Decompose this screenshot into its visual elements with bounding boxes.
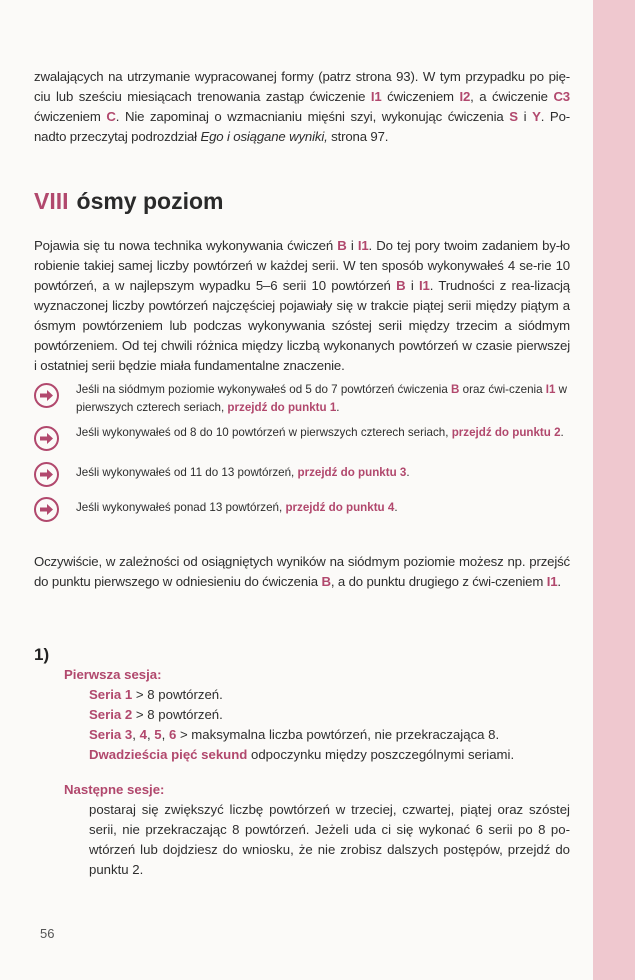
intro-paragraph: zwalających na utrzymanie wypracowanej formy (patrz strona 93). W tym przypadku po pię-ciu lub sześciu miesiącach trenowania zastąp ćwiczenie I1 ćwiczeniem I2, a ćwiczenie C3 ćwiczeniem C. Nie zapominaj o wzmacnianiu mięśni szyi, wykonując ćwiczenia S i Y. Po-nadto przeczytaj podrozdział Ego i osiągane wyniki, strona 97.	[34, 69, 570, 144]
side-color-strip	[593, 0, 635, 980]
list-item	[34, 460, 570, 487]
rest-info: Dwadzieścia pięć sekund odpoczynku między poszczególnymi seriami.	[89, 747, 515, 762]
list-item	[34, 495, 570, 522]
point-number: 1)	[34, 645, 50, 664]
section-heading	[34, 188, 223, 215]
list-item-text: Jeśli wykonywałeś od 8 do 10 powtórzeń w pierwszych czterech seriach, przejdź do punktu 2.	[76, 426, 564, 439]
arrow-right-icon	[34, 462, 59, 487]
next-sessions-label-wrap	[64, 780, 570, 800]
series-2: Seria 2 > 8 powtórzeń.	[89, 707, 223, 722]
list-item-text: Jeśli wykonywałeś od 11 do 13 powtórzeń, przejdź do punktu 3.	[76, 466, 410, 479]
list-item-text: Jeśli na siódmym poziomie wykonywałeś od 5 do 7 powtórzeń ćwiczenia B oraz ćwi-czenia I1 w pierwszych czterech seriach, przejdź do punktu 1.	[76, 383, 568, 414]
note-paragraph: Oczywiście, w zależności od osiągniętych wyników na siódmym poziomie możesz np. przejść do punktu pierwszego w odniesieniu do ćwiczenia B, a do punktu drugiego z ćwi-czeniem I1.	[34, 554, 570, 589]
heading-number: VIII	[34, 188, 69, 214]
first-session	[64, 665, 570, 765]
arrow-right-icon	[34, 383, 59, 408]
heading-title: ósmy poziom	[76, 188, 224, 214]
next-sessions-text: postaraj się zwiększyć liczbę powtórzeń w trzeciej, czwartej, piątej oraz szóstej serii, nie przekraczając 8 powtórzeń. Jeżeli uda ci się wykonać 6 serii po 8 po-wtórzeń lub dojdziesz do wniosku, że nie zrobisz dalszych postępów, przejdź do punktu 2.	[89, 802, 570, 877]
list-item-text: Jeśli wykonywałeś ponad 13 powtórzeń, przejdź do punktu 4.	[76, 501, 398, 514]
list-item	[34, 381, 570, 417]
arrow-right-icon	[34, 497, 59, 522]
list-item	[34, 424, 570, 451]
technique-paragraph: Pojawia się tu nowa technika wykonywania ćwiczeń B i I1. Do tej pory twoim zadaniem by-ło robienie takiej samej liczby powtórzeń w każdej serii. W ten sposób wykonywałeś 4 se-rie 10 powtórzeń, a w najlepszym wypadku 5–6 serii 10 powtórzeń B i I1. Trudności z rea-lizacją wyznaczonej liczby powtórzeń najczęściej pojawiały się w trakcie piątej serii między piątym a ósmym powtórzeniem lub podczas wykonywania szóstej serii między trzecim a siódmym powtórzeniem. Od tej chwili różnica między liczbą wykonanych powtórzeń w czasie pierwszej i ostatniej serii będzie miała fundamentalne znaczenie.	[34, 238, 570, 373]
series-3-6: Seria 3, 4, 5, 6 > maksymalna liczba powtórzeń, nie przekraczająca 8.	[89, 727, 500, 742]
point-1-section	[34, 645, 570, 765]
page-number: 56	[40, 926, 55, 941]
arrow-right-icon	[34, 426, 59, 451]
next-sessions	[34, 780, 570, 880]
decision-list	[34, 381, 570, 522]
series-1: Seria 1 > 8 powtórzeń.	[89, 687, 223, 702]
next-sessions-label: Następne sesje:	[64, 782, 165, 797]
first-session-label: Pierwsza sesja:	[64, 667, 162, 682]
